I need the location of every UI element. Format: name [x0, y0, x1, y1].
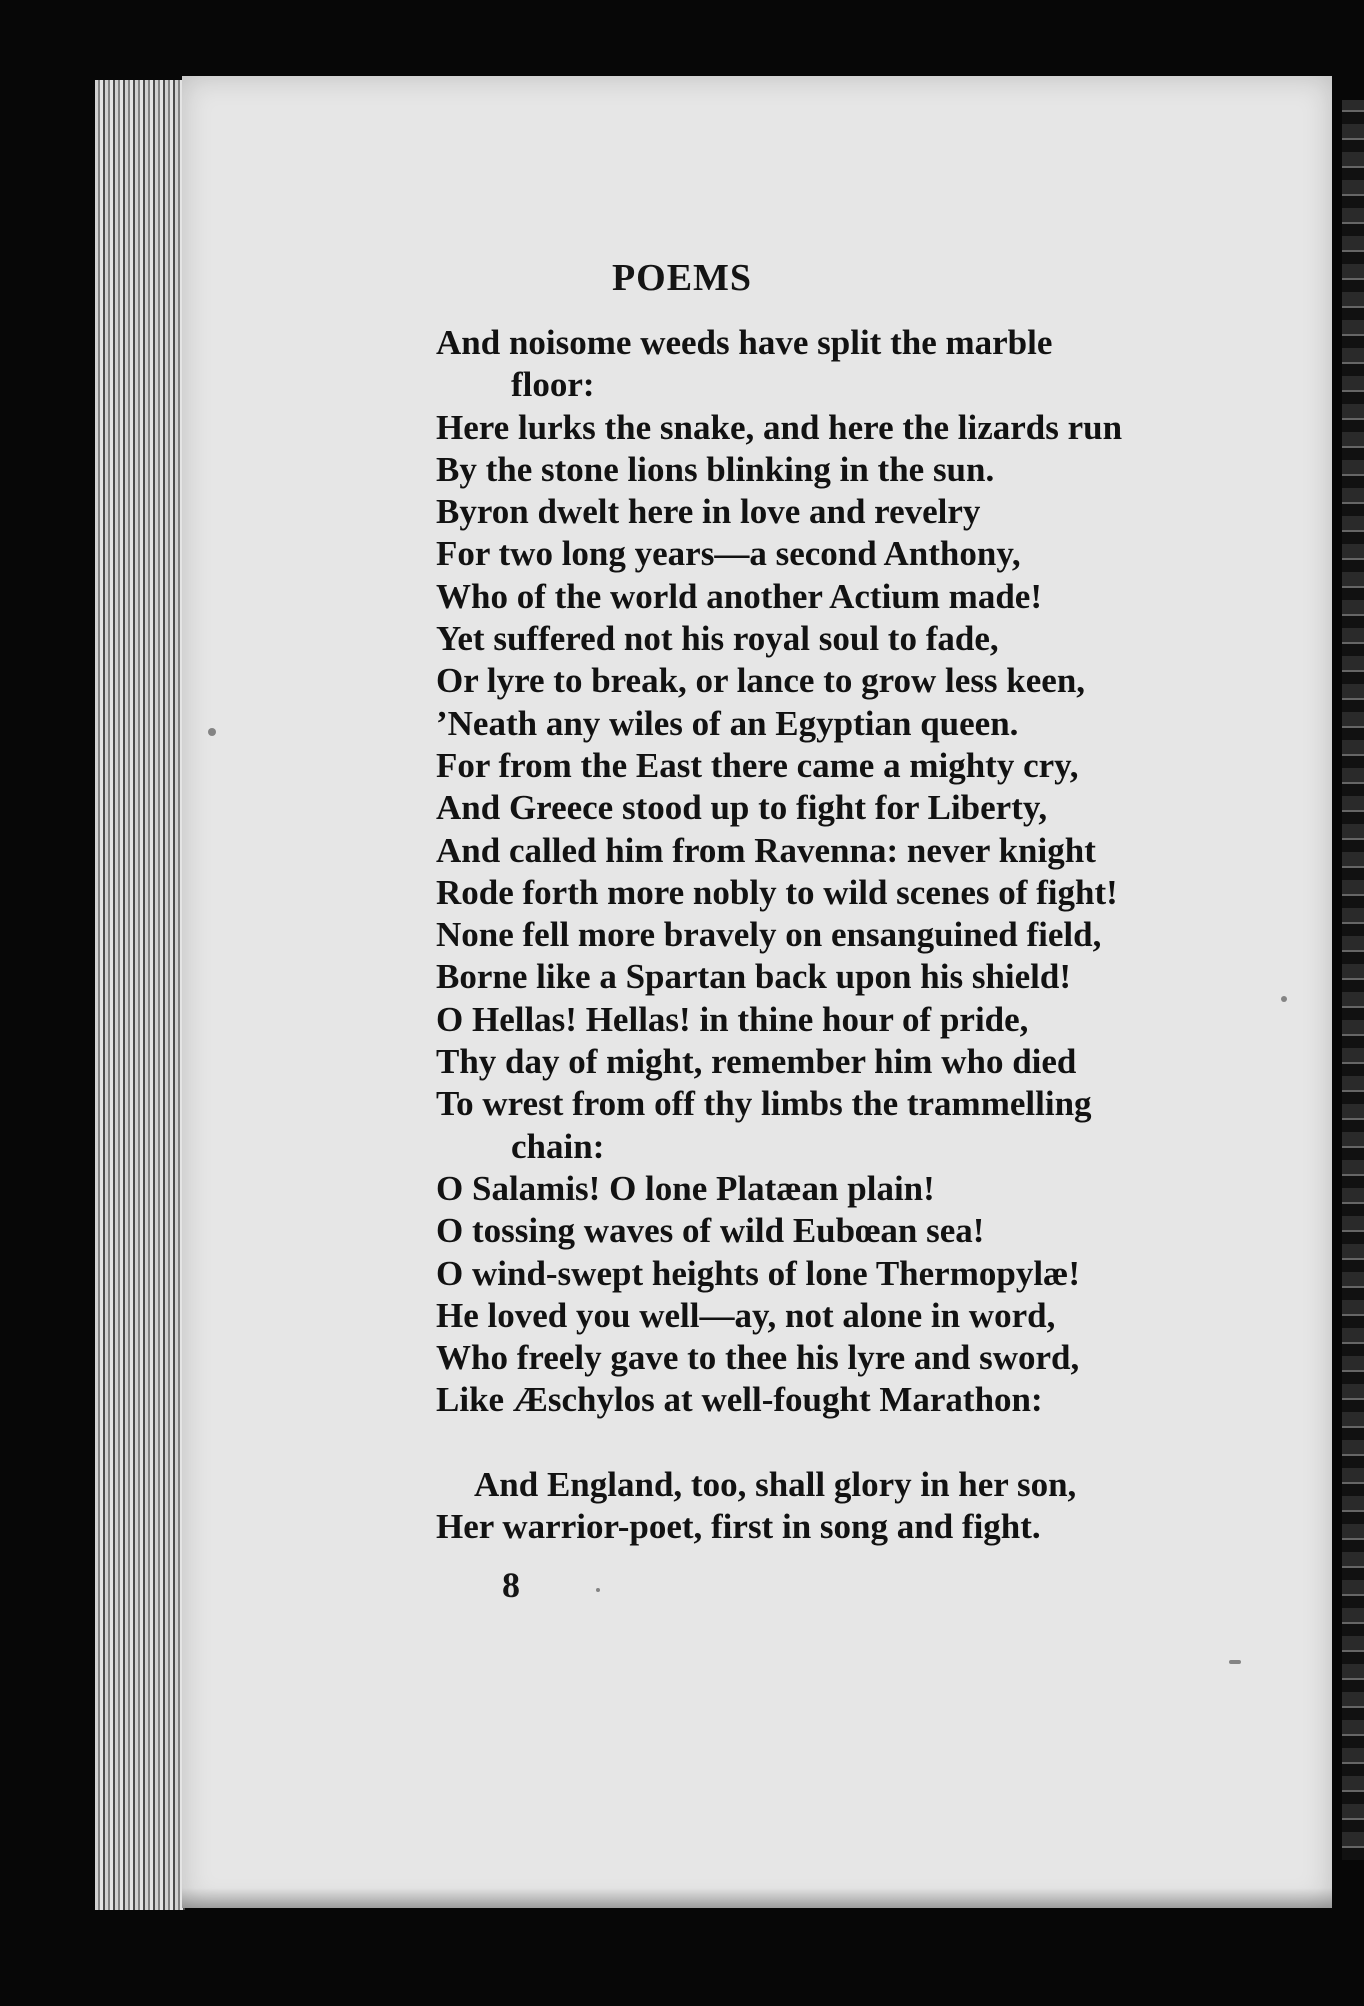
ink-speck [596, 1588, 600, 1592]
poem-line: None fell more bravely on ensanguined field, [436, 915, 1102, 955]
page-shadow [182, 1888, 1332, 1908]
ink-speck [208, 728, 216, 736]
poem-line: Who freely gave to thee his lyre and sword, [436, 1338, 1080, 1378]
poem-line: Borne like a Spartan back upon his shield! [436, 957, 1072, 997]
poem-line: By the stone lions blinking in the sun. [436, 449, 995, 489]
poem-line: Her warrior-poet, first in song and fight. [436, 1507, 1041, 1547]
poem-text [436, 322, 1226, 1549]
poem-line: And called him from Ravenna: never knight [436, 830, 1096, 870]
poem-line: He loved you well—ay, not alone in word, [436, 1295, 1056, 1335]
ink-speck [1229, 1660, 1241, 1664]
ink-speck [1281, 996, 1287, 1002]
poem-line: ’Neath any wiles of an Egyptian queen. [436, 703, 1019, 743]
book-spine [95, 80, 185, 1910]
poem-line: Yet suffered not his royal soul to fade, [436, 619, 999, 659]
poem-line: Here lurks the snake, and here the lizards run [436, 407, 1123, 447]
poem-line: And Greece stood up to fight for Liberty, [436, 788, 1048, 828]
poem-line: O Salamis! O lone Platæan plain! [436, 1168, 935, 1208]
poem-line: O Hellas! Hellas! in thine hour of pride, [436, 999, 1029, 1039]
poem-line: floor: [511, 365, 595, 405]
poem-line: O tossing waves of wild Eubœan sea! [436, 1211, 985, 1251]
poem-line: Thy day of might, remember him who died [436, 1042, 1077, 1082]
poem-line: And noisome weeds have split the marble [436, 323, 1053, 362]
poem-line: And England, too, shall glory in her son, [474, 1465, 1077, 1505]
poem-line: chain: [511, 1126, 605, 1166]
poem-line: To wrest from off thy limbs the trammelling [436, 1084, 1092, 1124]
poem-line: Rode forth more nobly to wild scenes of fight! [436, 872, 1118, 912]
poem-line: O wind-swept heights of lone Thermopylæ! [436, 1253, 1080, 1293]
poem-line: For two long years—a second Anthony, [436, 534, 1021, 574]
page-edge [1342, 100, 1364, 1860]
poem-line: Byron dwelt here in love and revelry [436, 492, 981, 532]
running-head: POEMS [611, 257, 753, 299]
page-number: 8 [502, 1565, 520, 1605]
poem-line: Or lyre to break, or lance to grow less keen, [436, 661, 1086, 701]
poem-line: For from the East there came a mighty cry, [436, 745, 1079, 785]
poem-line: Who of the world another Actium made! [436, 576, 1042, 616]
stanza-break [436, 1422, 1226, 1464]
poem-line: Like Æschylos at well-fought Marathon: [436, 1380, 1043, 1420]
